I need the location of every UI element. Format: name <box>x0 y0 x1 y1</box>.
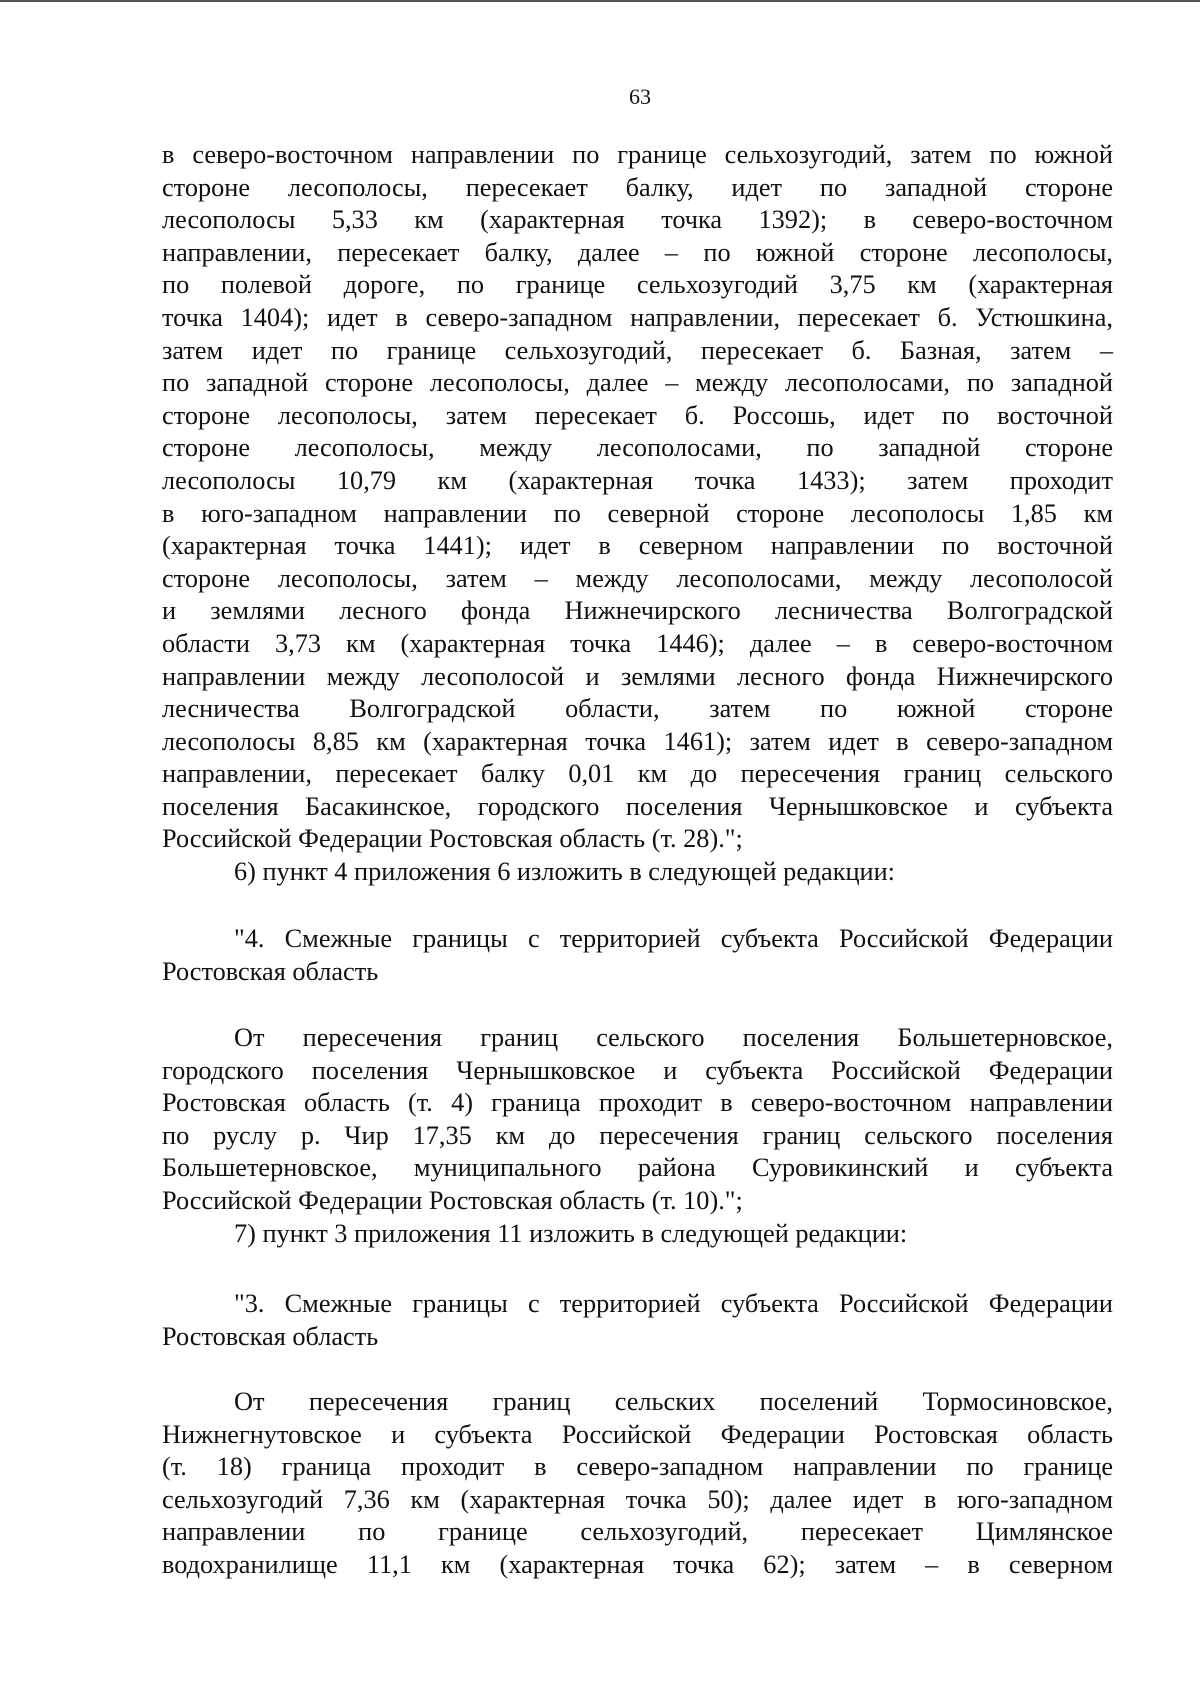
text-line: по западной стороне лесополосы, далее – между лесополосами, по западной <box>162 368 1113 398</box>
text-line: точка 1404); идет в северо-западном направлении, пересекает б. Устюшкина, <box>162 302 1113 332</box>
text-line: по полевой дороге, по границе сельхозугодий 3,75 км (характерная <box>162 270 1113 300</box>
text-line: лесничества Волгоградской области, затем по южной стороне <box>162 694 1113 724</box>
text-line: в северо-восточном направлении по границе сельхозугодий, затем по южной <box>162 140 1113 169</box>
section-4-body <box>162 1022 1113 1250</box>
section-4-heading <box>162 923 1113 988</box>
text-line: (характерная точка 1441); идет в северном направлении по восточной <box>162 531 1113 561</box>
text-line: (т. 18) граница проходит в северо-западном направлении по границе <box>162 1452 1113 1482</box>
text-line: в юго-западном направлении по северной стороне лесополосы 1,85 км <box>162 498 1113 528</box>
text-line: сельхозугодий 7,36 км (характерная точка 50); далее идет в юго-западном <box>162 1484 1113 1514</box>
text-line: поселения Басакинское, городского поселения Чернышковское и субъекта <box>162 791 1113 821</box>
text-line: городского поселения Чернышковское и субъекта Российской Федерации <box>162 1055 1113 1085</box>
heading-line: Ростовская область <box>162 956 379 986</box>
text-line: Большетерновское, муниципального района Суровикинский и субъекта <box>162 1153 1113 1183</box>
page-top-edge <box>0 0 1200 2</box>
text-line: и землями лесного фонда Нижнечирского лесничества Волгоградской <box>162 596 1113 626</box>
text-line: Нижнегнутовское и субъекта Российской Федерации Ростовская область <box>162 1419 1113 1449</box>
text-line: стороне лесополосы, пересекает балку, идет по западной стороне <box>162 172 1113 202</box>
section-3-heading <box>162 1288 1113 1353</box>
text-line: лесополосы 10,79 км (характерная точка 1433); затем проходит <box>162 465 1113 495</box>
text-line: лесополосы 8,85 км (характерная точка 1461); затем идет в северо-западном <box>162 726 1113 756</box>
text-line: От пересечения границ сельских поселений Тормосиновское, <box>234 1387 1113 1416</box>
text-line: стороне лесополосы, между лесополосами, по западной стороне <box>162 433 1113 463</box>
heading-line: "4. Смежные границы с территорией субъекта Российской Федерации <box>234 924 1113 953</box>
text-line: водохранилище 11,1 км (характерная точка 62); затем – в северном <box>162 1549 1113 1579</box>
text-line: направлении, пересекает балку, далее – по южной стороне лесополосы, <box>162 237 1113 267</box>
text-line: лесополосы 5,33 км (характерная точка 1392); в северо-восточном <box>162 205 1113 235</box>
text-line: Российской Федерации Ростовская область (т. 28)."; <box>162 824 743 854</box>
text-line: стороне лесополосы, затем – между лесополосами, между лесополосой <box>162 563 1113 593</box>
instruction-item-7: 7) пункт 3 приложения 11 изложить в следующей редакции: <box>234 1218 908 1248</box>
text-line: От пересечения границ сельского поселения Большетерновское, <box>234 1023 1113 1052</box>
instruction-item-6: 6) пункт 4 приложения 6 изложить в следующей редакции: <box>234 857 895 887</box>
text-line: по руслу р. Чир 17,35 км до пересечения границ сельского поселения <box>162 1120 1113 1150</box>
heading-line: "3. Смежные границы с территорией субъекта Российской Федерации <box>234 1289 1113 1318</box>
text-line: направлении по границе сельхозугодий, пересекает Цимлянское <box>162 1517 1113 1547</box>
text-line: затем идет по границе сельхозугодий, пересекает б. Базная, затем – <box>162 335 1113 365</box>
page-number: 63 <box>629 84 651 109</box>
text-line: Ростовская область (т. 4) граница проходит в северо-восточном направлении <box>162 1088 1113 1118</box>
heading-line: Ростовская область <box>162 1321 379 1351</box>
text-line: области 3,73 км (характерная точка 1446); далее – в северо-восточном <box>162 628 1113 658</box>
section-3-body <box>162 1386 1113 1582</box>
text-line: направлении, пересекает балку 0,01 км до пересечения границ сельского <box>162 759 1113 789</box>
text-line: Российской Федерации Ростовская область (т. 10)."; <box>162 1185 743 1215</box>
text-line: стороне лесополосы, затем пересекает б. Россошь, идет по восточной <box>162 400 1113 430</box>
continuation-block <box>162 139 1113 889</box>
text-line: направлении между лесополосой и землями лесного фонда Нижнечирского <box>162 661 1113 691</box>
